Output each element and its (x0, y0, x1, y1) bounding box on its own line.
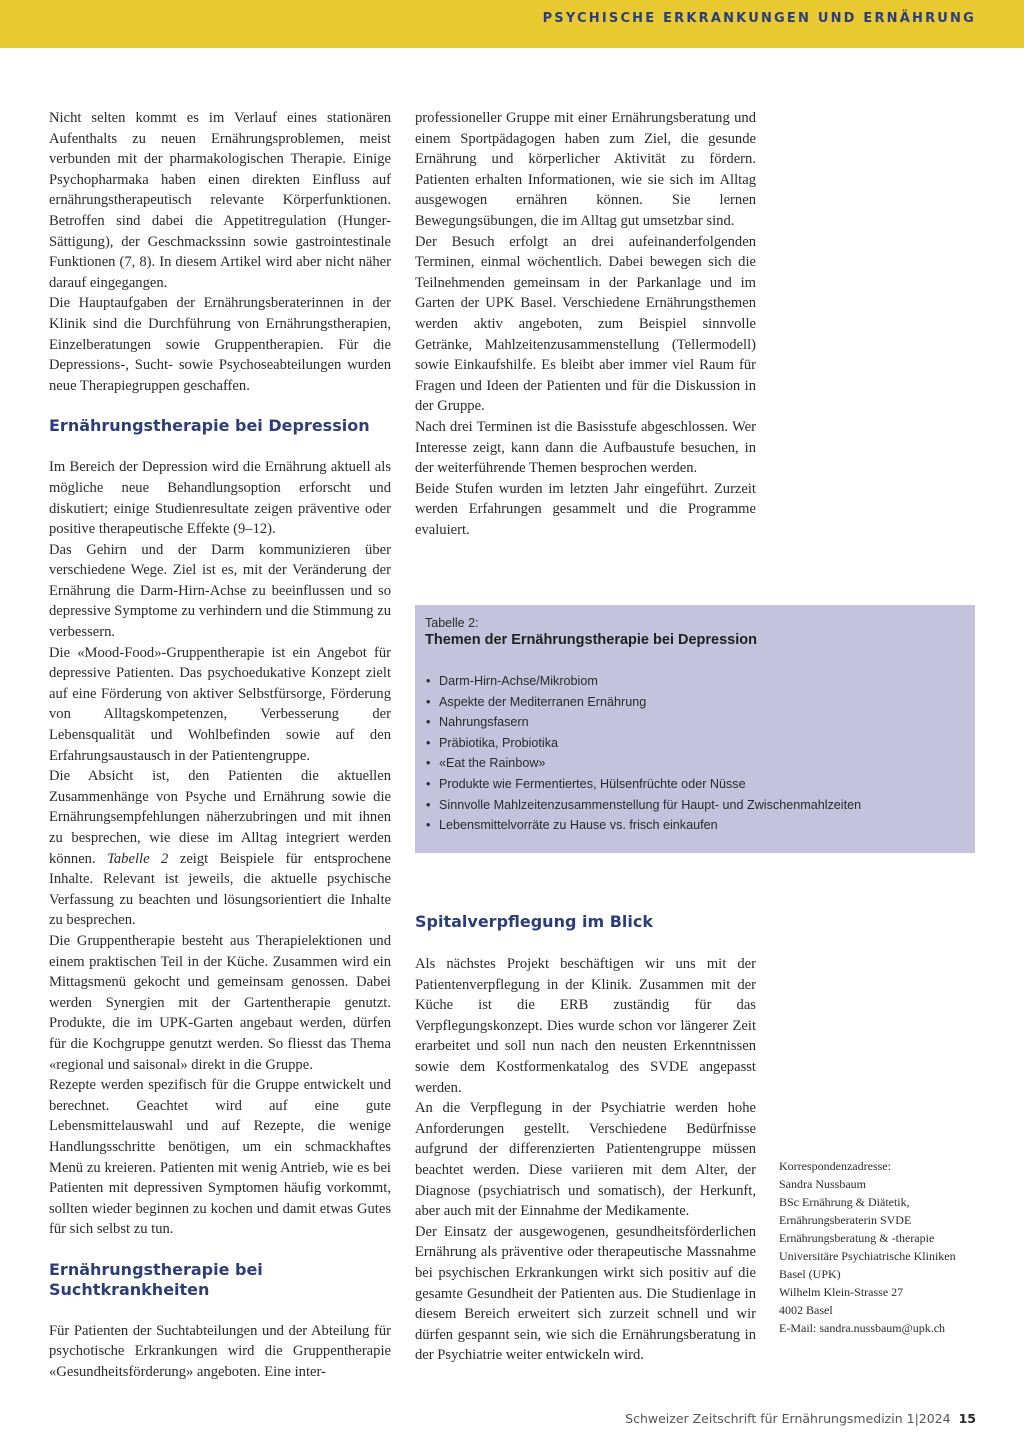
section-title: PSYCHISCHE ERKRANKUNGEN UND ERNÄHRUNG (542, 11, 976, 26)
contact-line: BSc Ernährung & Diätetik, (779, 1195, 910, 1209)
list-item: • Aspekte der Mediterranen Ernährung (425, 692, 965, 713)
contact-line: Universitäre Psychiatrische Kliniken (779, 1249, 956, 1263)
correspondence-address (779, 1157, 999, 1337)
paragraph: Die Absicht ist, den Patienten die aktuellen Zusammenhänge von Psyche und Ernährung sowie die Ernährungsempfehlungen näherzubringen und mit ihnen zu besprechen, wie diese im Alltag integriert werden können. Tabelle 2 zeigt Beispiele für entsprochene Inhalte. Relevant ist jeweils, die aktuelle psychische Verfassung zu beachten und lösungsorientiert die Inhalte zu besprechen. (49, 768, 391, 929)
paragraph: Für Patienten der Suchtabteilungen und der Abteilung für psychotische Erkrankungen wird die Gruppentherapie «Gesundheitsförderung» angeboten. Eine inter- (49, 1322, 391, 1381)
spital-section (415, 912, 756, 1366)
paragraph: Die «Mood-Food»-Gruppentherapie ist ein Angebot für depressive Patienten. Das psychoedukative Konzept zielt auf eine Förderung von aktiver Selbstfürsorge, Förderung von Alltagskompetenzen, Verbesserung der Lebensqualität und Wohlbefinden sowie auf den Erfahrungsaustausch in der Patientengruppe. (49, 644, 391, 764)
list-item: • Produkte wie Fermentiertes, Hülsenfrüchte oder Nüsse (425, 774, 965, 795)
heading-spital: Spitalverpflegung im Blick (415, 912, 653, 931)
contact-line: Korrespondenzadresse: (779, 1159, 891, 1173)
list-item: • Sinnvolle Mahlzeitenzusammenstellung für Haupt- und Zwischenmahlzeiten (425, 795, 965, 816)
paragraph: Die Gruppentherapie besteht aus Therapielektionen und einem praktischen Teil in der Küche. Zusammen wird ein Mittagsmenü gekocht und gemeinsam genossen. Dabei werden Synergien mit der Gartentherapie genutzt. Produkte, die im UPK-Garten angebaut werden, dürfen für die Kochgruppe genutzt werden. So fliesst das Thema «regional und saisonal» direkt in die Gruppe. (49, 932, 391, 1073)
paragraph: Nicht selten kommt es im Verlauf eines stationären Aufenthalts zu neuen Ernährungsproblemen, meist verbunden mit der pharmakologischen Therapie. Einige Psychopharmaka haben einen direkten Einfluss auf ernährungstherapeutisch relevante Körperfunktionen. Betroffen sind dabei die Appetitregulation (Hunger-Sättigung), der Geschmackssinn sowie gastrointestinale Funktionen (7, 8). In diesem Artikel wird aber nicht näher darauf eingegangen. (49, 110, 391, 291)
paragraph: Im Bereich der Depression wird die Ernährung aktuell als mögliche neue Behandlungsoption erforscht und diskutiert; einige Studienresultate zeigen präventive oder positive therapeutische Effekte (9–12). (49, 459, 391, 538)
paragraph: Die Hauptaufgaben der Ernährungsberaterinnen in der Klinik sind die Durchführung von Ernährungstherapien, Einzelberatungen sowie Gruppentherapien. Für die Depressions-, Sucht- sowie Psychoseabteilungen wurden neue Therapiegruppen geschaffen. (49, 295, 391, 394)
list-item: • Lebensmittelvorräte zu Hause vs. frisch einkaufen (425, 815, 965, 836)
paragraph: Der Besuch erfolgt an drei aufeinanderfolgenden Terminen, einmal wöchentlich. Dabei bewegen sich die Teilnehmenden gemeinsam in der Parkanlage und im Garten der UPK Basel. Verschiedene Ernährungsthemen werden aktiv angeboten, zum Beispiel sinnvolle Getränke, Mahlzeitenzusammenstellung (Tellermodell) sowie Einkaufshilfe. Es bleibt aber immer viel Raum für Fragen und Ideen der Patienten und für die Diskussion in der Gruppe. (415, 233, 756, 415)
table-2-box (415, 605, 975, 853)
contact-email: E-Mail: sandra.nussbaum@upk.ch (779, 1321, 946, 1335)
contact-line: 4002 Basel (779, 1303, 833, 1317)
contact-line: Basel (UPK) (779, 1267, 841, 1281)
footer (625, 1411, 976, 1426)
table-caption: Tabelle 2: (425, 616, 479, 630)
table-reference: Tabelle 2 (107, 850, 169, 867)
list-item: • Nahrungsfasern (425, 712, 965, 733)
paragraph: Das Gehirn und der Darm kommunizieren über verschiedene Wege. Ziel ist es, mit der Veränderung der Ernährung die Darm-Hirn-Achse zu beeinflussen und so depressive Symptome zu verhindern und die Stimmung zu verbessern. (49, 541, 391, 641)
paragraph: Rezepte werden spezifisch für die Gruppe entwickelt und berechnet. Geachtet wird auf eine gute Lebensmittelauswahl und auf Rezepte, die wenige Handlungsschritte benötigen, um ein schmackhaftes Menü zu kreieren. Patienten mit wenig Antrieb, wie es bei Patienten mit depressiven Symptomen häufig vorkommt, sollten wieder beginnen zu kochen und damit etwas Gutes für sich selbst zu tun. (49, 1077, 391, 1238)
contact-line: Sandra Nussbaum (779, 1177, 866, 1191)
paragraph: Als nächstes Projekt beschäftigen wir uns mit der Patientenverpflegung in der Klinik. Zusammen mit der Küche ist die ERB zuständig für das Verpflegungskonzept. Dies wurde schon vor längerer Zeit erarbeitet und soll nun nach den neusten Erkenntnissen sowie dem Kostformenkatalog des SVDE angepasst werden. (415, 956, 756, 1096)
table-title: Themen der Ernährungstherapie bei Depression (425, 632, 757, 648)
list-item: • Präbiotika, Probiotika (425, 733, 965, 754)
middle-column (415, 108, 756, 540)
contact-line: Wilhelm Klein-Strasse 27 (779, 1285, 904, 1299)
list-item: • Darm-Hirn-Achse/Mikrobiom (425, 671, 965, 692)
paragraph: Nach drei Terminen ist die Basisstufe abgeschlossen. Wer Interesse zeigt, kann dann die Aufbaustufe besuchen, in der weiterführende Themen besprochen werden. (415, 418, 756, 477)
page-number: 15 (958, 1411, 976, 1426)
header-band (0, 0, 1024, 48)
heading-depression: Ernährungstherapie bei Depression (49, 416, 370, 436)
heading-sucht: Ernährungstherapie bei Suchtkrankheiten (49, 1259, 263, 1299)
contact-line: Ernährungsberaterin SVDE (779, 1213, 912, 1227)
paragraph: Beide Stufen wurden im letzten Jahr eingeführt. Zurzeit werden Erfahrungen gesammelt und die Programme evaluiert. (415, 480, 756, 538)
contact-line: Ernährungsberatung & -therapie (779, 1231, 935, 1245)
table-list (425, 671, 965, 836)
paragraph: An die Verpflegung in der Psychiatrie werden hohe Anforderungen gestellt. Verschiedene Bedürfnisse aufgrund der differenzierten Patientengruppe müssen beachtet werden. Diese variieren mit dem Alter, der Diagnose (psychiatrisch und somatisch), der Herkunft, aber auch mit der Einnahme der Medikamente. (415, 1100, 756, 1220)
journal-name: Schweizer Zeitschrift für Ernährungsmedizin 1|2024 (625, 1411, 951, 1426)
paragraph: professioneller Gruppe mit einer Ernährungsberatung und einem Sportpädagogen haben zum Ziel, die gesunde Ernährung und körperlicher Aktivität zu fördern. Patienten erhalten Informationen, wie sie sich im Alltag ausgewogen ernähren können. Sie lernen Bewegungsübungen, die im Alltag gut umsetzbar sind. (415, 110, 756, 229)
left-column (49, 108, 391, 1383)
list-item: • «Eat the Rainbow» (425, 753, 965, 774)
paragraph: Der Einsatz der ausgewogenen, gesundheitsförderlichen Ernährung als präventive oder therapeutische Massnahme bei psychischen Erkrankungen wirkt sich positiv auf die gesamte Gesundheit der Patienten aus. Die Studienlage in diesem Bereich erweitert sich zurzeit schnell und wir dürfen gespannt sein, wie sich die Ernährungsberatung in der Psychiatrie weiter entwickeln wird. (415, 1223, 756, 1364)
